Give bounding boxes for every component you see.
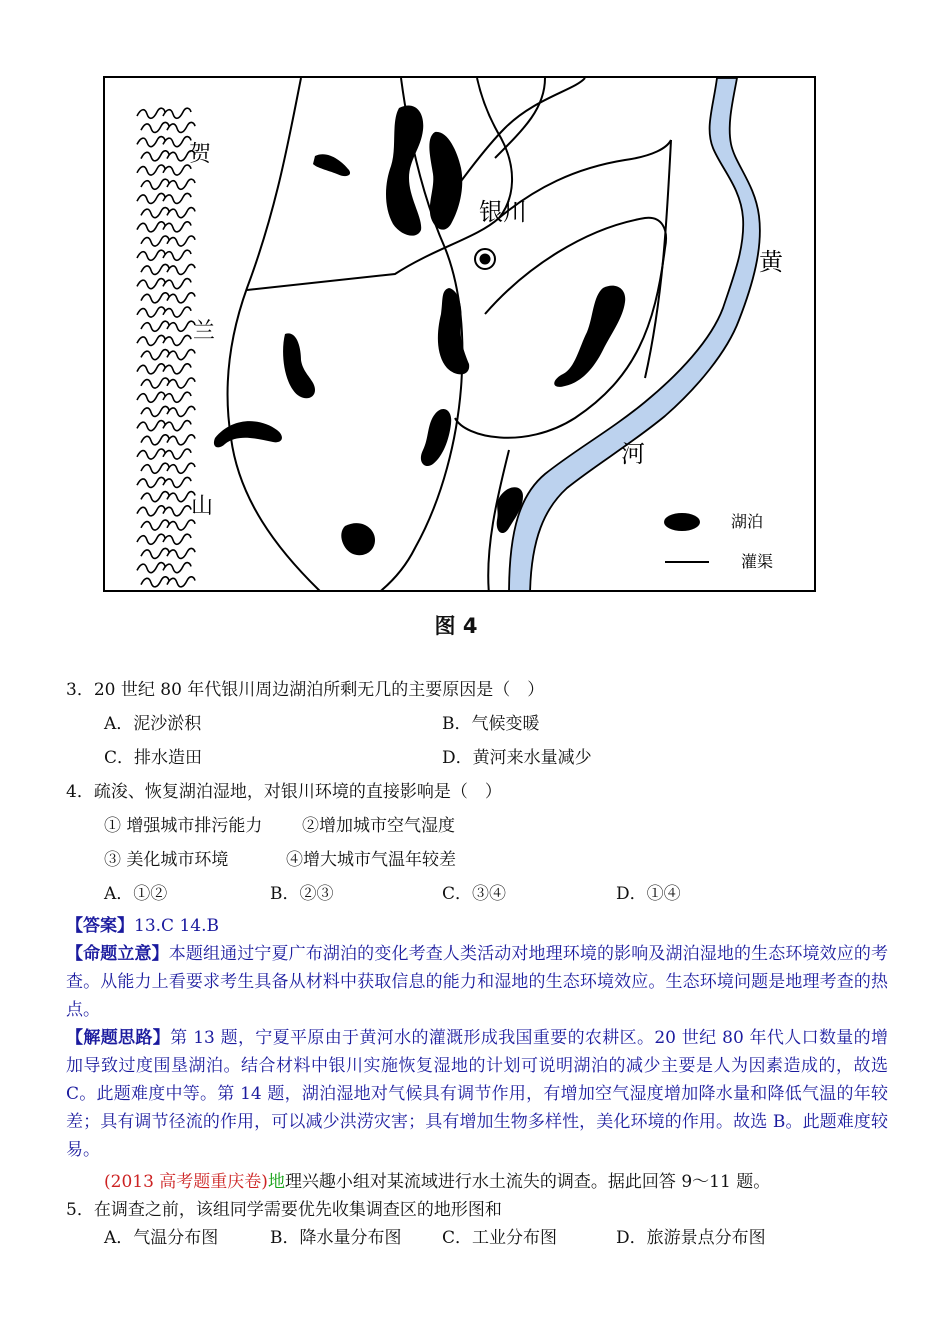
mountain-hachure-stroke [163,449,191,459]
mountain-hachure-stroke [137,108,165,118]
mountain-hachure-stroke [141,264,169,274]
mountain-hachure-stroke [141,577,169,587]
mountain-hachure-stroke [167,208,195,218]
approach-text: 第 13 题，宁夏平原由于黄河水的灌溉形成我国重要的农耕区。20 世纪 80 年代人口数量的增加导致过度围垦湖泊。结合材料中银川实施恢复湿地的计划可说明湖泊的减少主要是人为因素造成的，故选 C。此题难度中等。第 14 题，湖泊湿地对气候具有调节作用，有增加空气湿度增加降水量和降低气温的年较差；具有调节径流的作用，可以减少洪涝灾害；具有增加生物多样性，美化环境的作用。故选 B。此题难度较易。 [66,1028,889,1160]
intent-paragraph [66,940,888,1024]
mountain-hachure-stroke [167,463,195,473]
mountain-hachure-stroke [141,548,169,558]
q5-option-c: C．工业分布图 [442,1228,558,1248]
answer-text: 13.C 14.B [134,916,219,936]
mountain-hachure-stroke [163,279,191,289]
q4-option-c: C．③④ [442,884,507,904]
mountain-hachure-stroke [167,179,195,189]
mountain-hachure-stroke [167,378,195,388]
mountain-hachure-stroke [141,179,169,189]
lake-5 [283,333,315,398]
mountain-hachure-stroke [167,520,195,530]
mountain-hachure-stroke [141,122,169,132]
mountain-hachure-stroke [137,335,165,345]
mountain-hachure-stroke [167,406,195,416]
source-first-char: 地 [267,1172,285,1192]
mountain-hachure-stroke [167,264,195,274]
q5-option-b: B．降水量分布图 [270,1228,402,1248]
mountain-hachure-stroke [163,477,191,487]
mountain-hachure-stroke [137,421,165,431]
mountain-label-he: 贺 [189,142,212,167]
source-line [104,1170,770,1194]
river-label-huang: 黄 [759,248,783,276]
mountain-hachure [137,108,195,587]
legend-lake-label: 湖泊 [731,512,764,531]
mountain-hachure-stroke [141,492,169,502]
approach-label: 【解题思路】 [66,1028,171,1048]
answer-label: 【答案】 [66,916,134,936]
lake-9 [341,523,375,555]
map-figure [103,76,816,592]
mountain-hachure-stroke [163,534,191,544]
mountain-hachure-stroke [163,421,191,431]
canal-north-2 [495,78,545,158]
legend-lake-swatch [664,513,700,531]
river-label-he: 河 [621,440,645,468]
source-rest: 理兴趣小组对某流域进行水土流失的调查。据此回答 9～11 题。 [284,1172,771,1192]
mountain-hachure-stroke [137,307,165,317]
mountain-label-lan: 兰 [193,319,216,344]
mountain-hachure-stroke [141,236,169,246]
source-tag: (2013 高考题重庆卷) [104,1172,268,1192]
lake-3 [429,132,462,230]
yellow-river [509,78,760,592]
mountain-hachure-stroke [137,534,165,544]
lake-1 [313,154,350,176]
mountain-hachure-stroke [163,506,191,516]
question-4: 4．疏浚、恢复湖泊湿地，对银川环境的直接影响是（ ） [66,782,502,802]
mountain-hachure-stroke [137,137,165,147]
mountain-hachure-stroke [163,193,191,203]
mountain-hachure-stroke [137,250,165,260]
mountain-hachure-stroke [137,165,165,175]
mountain-hachure-stroke [167,293,195,303]
mountain-hachure-stroke [137,279,165,289]
mountain-hachure-stroke [163,364,191,374]
mountain-hachure-stroke [137,364,165,374]
mountain-hachure-stroke [163,307,191,317]
question-5: 5．在调查之前，该组同学需要优先收集调查区的地形图和 [66,1200,502,1220]
mountain-hachure-stroke [141,321,169,331]
mountain-hachure-stroke [141,208,169,218]
q4-item-1: ① 增强城市排污能力 [104,816,263,836]
q3-option-b: B．气候变暖 [442,714,540,734]
mountain-hachure-stroke [167,236,195,246]
mountain-hachure-stroke [137,506,165,516]
q5-option-a: A．气温分布图 [104,1228,219,1248]
mountain-hachure-stroke [163,250,191,260]
mountain-hachure-stroke [163,222,191,232]
mountain-hachure-stroke [167,350,195,360]
mountain-hachure-stroke [163,137,191,147]
q4-item-2: ②增加城市空气湿度 [302,816,455,836]
mountain-hachure-stroke [163,108,191,118]
yinchuan-city-symbol [475,249,495,269]
canal-east-vertical [645,140,671,378]
mountain-hachure-stroke [141,520,169,530]
figure-caption: 图 4 [434,614,478,638]
canal-west-boundary [228,78,323,592]
mountain-hachure-stroke [167,321,195,331]
mountain-hachure-stroke [167,548,195,558]
canal-diagonal-west [247,78,512,290]
legend-canal-label: 灌渠 [741,552,774,571]
q5-option-d: D．旅游景点分布图 [616,1228,766,1248]
q4-option-b: B．②③ [270,884,334,904]
lake-7 [421,409,451,466]
mountain-hachure-stroke [141,406,169,416]
answer-line [66,912,888,940]
mountain-hachure-stroke [141,293,169,303]
lakes [214,105,700,555]
city-label: 银川 [479,198,527,226]
intent-text: 本题组通过宁夏广布湖泊的变化考查人类活动对地理环境的影响及湖泊湿地的生态环境效应的考查。从能力上看要求考生具备从材料中获取信息的能力和湿地的生态环境效应。生态环境问题是地理考查的热点。 [66,944,889,1020]
question-3: 3．20 世纪 80 年代银川周边湖泊所剩无几的主要原因是（ ） [66,680,545,700]
q4-item-4: ④增大城市气温年较差 [286,850,456,870]
mountain-hachure-stroke [141,463,169,473]
mountain-hachure-stroke [163,335,191,345]
q4-option-a: A．①② [104,884,168,904]
mountain-hachure-stroke [167,435,195,445]
lake-4 [438,288,469,374]
mountain-hachure-stroke [137,477,165,487]
mountain-hachure-stroke [137,563,165,573]
mountain-hachure-stroke [137,449,165,459]
lake-10 [554,286,625,387]
mountain-hachure-stroke [141,435,169,445]
q4-option-d: D．①④ [616,884,681,904]
mountain-hachure-stroke [163,165,191,175]
mountain-hachure-stroke [167,577,195,587]
approach-paragraph [66,1024,888,1164]
mountain-hachure-stroke [137,222,165,232]
q3-option-a: A．泥沙淤积 [104,714,202,734]
mountain-hachure-stroke [141,151,169,161]
mountain-hachure-stroke [141,350,169,360]
q3-option-c: C．排水造田 [104,748,203,768]
intent-label: 【命题立意】 [66,944,169,964]
mountain-hachure-stroke [141,378,169,388]
lake-6 [214,421,282,447]
mountain-hachure-stroke [137,392,165,402]
mountain-hachure-stroke [167,122,195,132]
mountain-hachure-stroke [163,563,191,573]
q4-item-3: ③ 美化城市环境 [104,850,229,870]
q3-option-d: D．黄河来水量减少 [442,748,592,768]
mountain-hachure-stroke [163,392,191,402]
mountain-hachure-stroke [137,193,165,203]
mountain-label-shan: 山 [191,494,214,519]
